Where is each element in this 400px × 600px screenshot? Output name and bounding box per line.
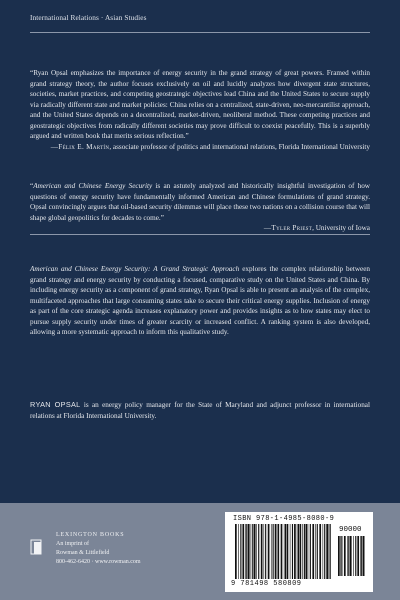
endorsement-1-text: “Ryan Opsal emphasizes the importance of energy security in the grand strategy of great powers. Framed within grand strategy theory, the author focuses exclusively on oil and lucidly analyzes how divergent state structures, societies, market practices, and competing geostrategic objectives lead China and the United States to secure supply via radically different state and market policies: China relies on a centralized, state-driven, neo-mercantilist approach, and the United States depends on a decentralized, market-driven, neoliberal method. These competing practices and geostrategic objectives from radically different societies may prove difficult to coexist peacefully. This is a superbly argued and written book that merits serious reflection.” [30, 69, 370, 141]
endorsement-2-role: , University of Iowa [312, 224, 370, 233]
author-bio-text: is an energy policy manager for the State of Maryland and adjunct professor in international relations at Florida International University. [30, 401, 370, 420]
endorsement-2-book-title: American and Chinese Energy Security [33, 182, 153, 190]
price-code: 90000 [339, 526, 362, 534]
endorsement-1-role: , associate professor of politics and international relations, Florida International University [109, 142, 370, 151]
endorsement-2-text: is an astutely analyzed and historically insightful investigation of how questions of energy security have fundamentally informed American and Chinese formulations of grand strategy. Opsal convincingly argues that oil-based security dilemmas will place these two nations on a collision course that will shape global geopolitics for decades to come.” [30, 182, 370, 222]
publisher-parent: Rowman & Littlefield [56, 550, 110, 556]
top-divider [30, 32, 370, 33]
description-text: explores the complex relationship between grand strategy and energy security by conducting a focused, comparative study on the United States and China. By including energy security as a component of grand strategy, Ryan Opsal is able to present an analysis of the complex, multifaceted approaches that large consuming states take to secure their critical energy supplies. Inclusion of energy as part of the core strategic agenda increases explanatory power and provides insights as to how states may elect to pursue supply security under times of greater scarcity or increased conflict. A ranking system is also developed, allowing a more systematic approach to inform this qualitative study. [30, 265, 370, 337]
endorsement-2-name: —Tyler Priest [263, 224, 313, 233]
publisher-imprint-line: An imprint of [56, 541, 89, 547]
description-book-title: American and Chinese Energy Security: A Grand Strategic Approach [30, 265, 240, 273]
publisher-name: LEXINGTON BOOKS [56, 532, 125, 538]
author-bio [30, 400, 370, 421]
publisher-logo-icon [30, 539, 44, 555]
middle-divider [30, 234, 370, 235]
endorsement-2-attribution [30, 223, 370, 234]
publisher-contact: 800-462-6420 · www.rowman.com [56, 559, 141, 565]
author-name: RYAN OPSAL [30, 400, 81, 409]
barcode-panel [225, 512, 373, 592]
isbn-label: ISBN 978-1-4985-8080-9 [233, 515, 335, 523]
category-label: International Relations · Asian Studies [30, 13, 147, 22]
barcode-digits: 9 781498 580809 [231, 580, 302, 588]
endorsement-2-open-quote: “ [30, 182, 34, 190]
publisher-text [56, 531, 141, 567]
book-description [30, 264, 370, 338]
endorsement-1-attribution [30, 142, 370, 153]
endorsement-1 [30, 68, 370, 152]
endorsement-2 [30, 181, 370, 234]
endorsement-1-name: —Félix E. Martín [50, 142, 110, 151]
